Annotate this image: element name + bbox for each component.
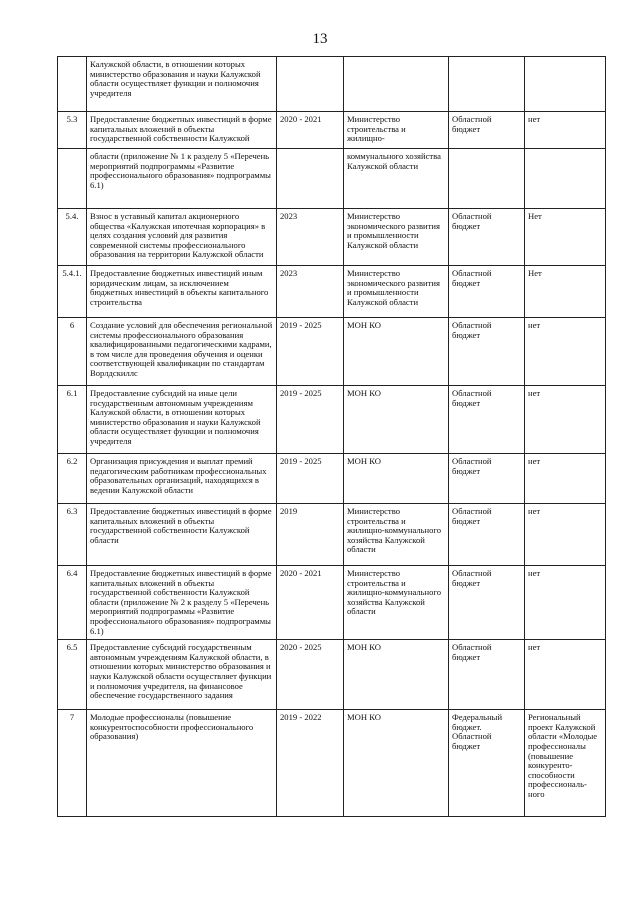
cell-period-text: 2023 [280,268,298,278]
table-row [58,566,606,640]
cell-number-text: 5.4.1. [62,268,82,278]
cell-funding-source [449,318,525,386]
cell-number [58,504,87,566]
cell-number-text: 6 [69,320,75,330]
cell-activity-name-text: Предоставление субсидий государственным автономным учреждениям Калужской области, в отношении которых министерство образования и науки Калужской области осуществляет функции и полномочия учредителя, на финансовое обеспечение государственного задания [90,642,272,701]
cell-funding-source [449,57,525,112]
cell-executor [344,640,449,710]
cell-activity-name-text: Предоставление бюджетных инвестиций в форме капитальных вложений в объекты государственной собственности Калужской области [90,506,272,545]
cell-period [277,149,344,209]
cell-period-text: 2019 - 2022 [280,712,322,723]
cell-result-text: нет [528,320,541,330]
cell-period [277,112,344,149]
cell-funding-source-text: Областной бюджет [452,114,492,134]
cell-funding-source-text: Областной бюджет [452,211,492,231]
cell-result-text: нет [528,456,541,466]
table-row [58,454,606,504]
cell-number-text: 6.3 [66,506,78,516]
cell-number [58,566,87,640]
cell-result [525,149,606,209]
cell-executor [344,710,449,817]
cell-number [58,266,87,318]
cell-result [525,318,606,386]
cell-executor-text: Министерство экономического развития и промышленности Калужской области [347,268,440,307]
cell-executor [344,209,449,266]
cell-period-text: 2019 - 2025 [280,320,322,330]
cell-activity-name-text: Молодые профессионалы (повышение конкурентоспособности профессионального образования) [90,712,254,742]
cell-funding-source [449,504,525,566]
cell-funding-source [449,112,525,149]
cell-funding-source [449,209,525,266]
cell-result-text: нет [528,506,541,516]
cell-executor-text: МОН КО [347,388,381,398]
cell-period [277,318,344,386]
cell-period-text: 2019 - 2025 [280,388,322,398]
cell-executor [344,112,449,149]
cell-number [58,112,87,149]
cell-number [58,640,87,710]
cell-activity-name [87,112,277,149]
table-body [58,57,606,817]
cell-activity-name-text: Калужской области, в отношении которых министерство образования и науки Калужской области осуществляет функции и полномочия учредителя [90,59,261,98]
cell-funding-source-text: Областной бюджет [452,456,492,476]
cell-result [525,266,606,318]
table-row [58,57,606,112]
cell-activity-name-text: Предоставление бюджетных инвестиций в форме капитальных вложений в объекты государственной собственности Калужской [90,114,272,144]
cell-executor [344,566,449,640]
cell-number-text: 5.4. [65,211,79,221]
table-row [58,149,606,209]
cell-executor-text: МОН КО [347,456,381,466]
cell-result-text: Нет [528,211,542,221]
cell-result-text: нет [528,642,541,653]
cell-executor [344,266,449,318]
cell-activity-name-text: Предоставление субсидий на иные цели государственным автономным учреждениям Калужской области, в отношении которых министерство образования и науки Калужской области осуществляет функции и полномочия учредителя [90,388,261,446]
cell-executor [344,454,449,504]
cell-result [525,209,606,266]
cell-activity-name-text: Предоставление бюджетных инвестиций в форме капитальных вложений в объекты государственной собственности Калужской области (приложение № 2 к разделу 5 «Перечень мероприятий подпрограммы «Развитие профессионального образования» подпрограммы 6.1) [90,568,272,636]
cell-executor-text: МОН КО [347,642,381,653]
cell-activity-name [87,454,277,504]
cell-number-text: 6.1 [66,388,78,398]
cell-result [525,504,606,566]
cell-number-text: 5.3 [66,114,78,124]
cell-period [277,57,344,112]
cell-executor [344,57,449,112]
cell-activity-name [87,318,277,386]
cell-funding-source [449,266,525,318]
table-row [58,318,606,386]
cell-activity-name [87,266,277,318]
cell-period [277,640,344,710]
cell-activity-name-text: Создание условий для обеспечения региональной системы профессионального образования квалифицированными педагогическими кадрами, в том числе для проведения обучения и оценки соответствующей квалификации по стандартам Ворлдскиллс [90,320,273,378]
cell-activity-name-text: Взнос в уставный капитал акционерного общества «Калужская ипотечная корпорация» в целях создания условий для развития современной системы профессионального образования на территории Калужской области [90,211,266,260]
cell-activity-name [87,566,277,640]
cell-result [525,710,606,817]
table-row [58,504,606,566]
cell-result [525,112,606,149]
cell-executor-text: Министерство экономического развития и промышленности Калужской области [347,211,440,250]
cell-period [277,710,344,817]
cell-activity-name [87,209,277,266]
cell-activity-name [87,149,277,209]
cell-funding-source-text: Областной бюджет [452,268,492,288]
cell-number-text: 6.4 [66,568,78,578]
cell-number-text: 7 [69,712,75,723]
cell-result-text: Региональный проект Калужской области «Молодые профессионалы (повышение конкуренто-способности профессиональ-ного [528,712,598,799]
cell-funding-source-text: Областной бюджет [452,642,492,662]
cell-executor [344,386,449,454]
cell-activity-name [87,504,277,566]
cell-activity-name-text: Предоставление бюджетных инвестиций иным юридическим лицам, за исключением бюджетных инвестиций в объекты капитального строительства [90,268,269,307]
table-row [58,112,606,149]
cell-executor-text: Министерство строительства и жилищно- [347,114,406,144]
cell-result-text: нет [528,114,541,124]
cell-executor [344,318,449,386]
cell-activity-name [87,640,277,710]
cell-number [58,454,87,504]
cell-result [525,386,606,454]
cell-number [58,57,87,112]
cell-number [58,209,87,266]
table-row [58,386,606,454]
cell-executor-text: МОН КО [347,320,381,330]
cell-executor-text: Министерство строительства и жилищно-коммунального хозяйства Калужской области [347,568,442,617]
program-activities-table [57,56,606,817]
cell-funding-source-text: Федеральный бюджет. Областной бюджет [452,712,503,751]
table-row [58,640,606,710]
cell-period-text: 2020 - 2021 [280,568,322,578]
cell-activity-name-text: области (приложение № 1 к разделу 5 «Перечень мероприятий подпрограммы «Развитие профессионального образования» подпрограммы 6.1) [90,151,271,190]
cell-number-text: 6.2 [66,456,78,466]
cell-funding-source [449,454,525,504]
cell-period-text: 2020 - 2021 [280,114,322,124]
cell-result-text: Нет [528,268,542,278]
cell-funding-source-text: Областной бюджет [452,568,492,588]
cell-number [58,710,87,817]
cell-period [277,566,344,640]
cell-executor-text: МОН КО [347,712,381,723]
cell-funding-source [449,566,525,640]
table-row [58,710,606,817]
cell-period [277,386,344,454]
cell-number [58,149,87,209]
cell-period [277,266,344,318]
table-row [58,266,606,318]
cell-funding-source [449,149,525,209]
cell-result [525,640,606,710]
page-number: 13 [312,31,328,47]
cell-executor-text: Министерство строительства и жилищно-коммунального хозяйства Калужской области [347,506,442,555]
cell-period-text: 2023 [280,211,298,221]
cell-activity-name [87,57,277,112]
cell-result [525,57,606,112]
cell-funding-source-text: Областной бюджет [452,320,492,340]
table-row [58,209,606,266]
cell-funding-source [449,640,525,710]
cell-period [277,454,344,504]
cell-activity-name-text: Организация присуждения и выплат премий педагогическим работникам профессиональных образовательных организаций, находящихся в ведении Калужской области [90,456,267,495]
cell-result-text: нет [528,568,541,578]
cell-period-text: 2020 - 2025 [280,642,322,653]
cell-executor [344,504,449,566]
cell-funding-source-text: Областной бюджет [452,388,492,408]
cell-activity-name [87,386,277,454]
cell-executor-text: коммунального хозяйства Калужской области [347,151,441,171]
cell-result [525,454,606,504]
cell-activity-name [87,710,277,817]
cell-result [525,566,606,640]
cell-funding-source-text: Областной бюджет [452,506,492,526]
cell-number [58,318,87,386]
cell-period [277,209,344,266]
cell-number [58,386,87,454]
cell-period [277,504,344,566]
cell-period-text: 2019 [280,506,298,516]
cell-funding-source [449,710,525,817]
cell-number-text: 6.5 [66,642,78,653]
cell-result-text: нет [528,388,541,398]
cell-period-text: 2019 - 2025 [280,456,322,466]
cell-executor [344,149,449,209]
cell-funding-source [449,386,525,454]
